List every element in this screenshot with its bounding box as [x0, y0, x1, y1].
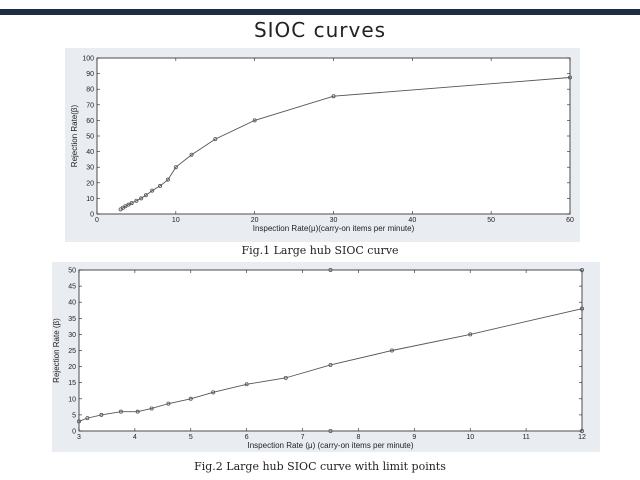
x-tick-label: 0 [95, 217, 99, 224]
y-tick-label: 80 [86, 86, 94, 94]
plot-area [79, 270, 582, 431]
x-tick-label: 8 [356, 434, 361, 441]
x-axis-label: Inspection Rate(μ)(carry-on items per minute) [252, 224, 415, 233]
x-tick-label: 10 [466, 434, 475, 441]
y-tick-label: 20 [68, 364, 76, 372]
chart-2 [52, 262, 600, 452]
y-tick-label: 0 [90, 211, 94, 219]
x-tick-label: 30 [329, 217, 338, 224]
y-tick-label: 25 [68, 348, 76, 355]
y-tick-label: 90 [86, 71, 94, 79]
y-tick-label: 45 [68, 283, 76, 291]
x-tick-label: 9 [412, 434, 417, 441]
y-tick-label: 0 [72, 428, 76, 436]
y-tick-label: 10 [86, 195, 94, 203]
x-tick-label: 12 [578, 434, 586, 441]
y-tick-label: 50 [68, 267, 76, 275]
y-tick-label: 15 [68, 380, 76, 388]
title-bar [0, 9, 640, 15]
y-tick-label: 40 [68, 299, 76, 307]
x-tick-label: 5 [188, 434, 193, 441]
y-tick-label: 40 [86, 149, 94, 157]
chart-1 [65, 48, 580, 242]
y-tick-label: 20 [86, 180, 94, 188]
y-tick-label: 5 [72, 412, 76, 420]
y-tick-label: 30 [86, 164, 94, 172]
y-tick-label: 30 [68, 331, 76, 339]
x-tick-label: 10 [171, 217, 180, 224]
x-tick-label: 40 [408, 217, 417, 224]
y-tick-label: 35 [68, 315, 76, 323]
plot-area [97, 58, 570, 214]
figure-2-panel [52, 262, 600, 452]
figure-1-panel [65, 48, 580, 242]
x-tick-label: 6 [244, 434, 249, 441]
x-tick-label: 7 [300, 434, 305, 441]
x-axis-label: Inspection Rate (μ) (carry-on items per minute) [247, 441, 414, 450]
y-tick-label: 10 [68, 396, 76, 404]
x-tick-label: 60 [566, 217, 574, 224]
y-axis-label: Rejection Rate (β) [52, 318, 61, 383]
y-tick-label: 100 [82, 55, 94, 63]
figure-1-caption: Fig.1 Large hub SIOC curve [241, 244, 399, 257]
x-tick-label: 3 [77, 434, 81, 441]
y-tick-label: 60 [86, 117, 94, 125]
x-tick-label: 11 [522, 434, 530, 441]
figure-2-caption: Fig.2 Large hub SIOC curve with limit points [194, 460, 446, 473]
x-tick-label: 20 [250, 217, 259, 224]
x-tick-label: 4 [132, 434, 137, 441]
y-axis-label: Rejection Rate(β) [70, 104, 79, 168]
y-tick-label: 50 [86, 133, 94, 141]
x-tick-label: 50 [487, 217, 496, 224]
y-tick-label: 70 [86, 102, 94, 110]
slide-title: SIOC curves [253, 18, 387, 42]
